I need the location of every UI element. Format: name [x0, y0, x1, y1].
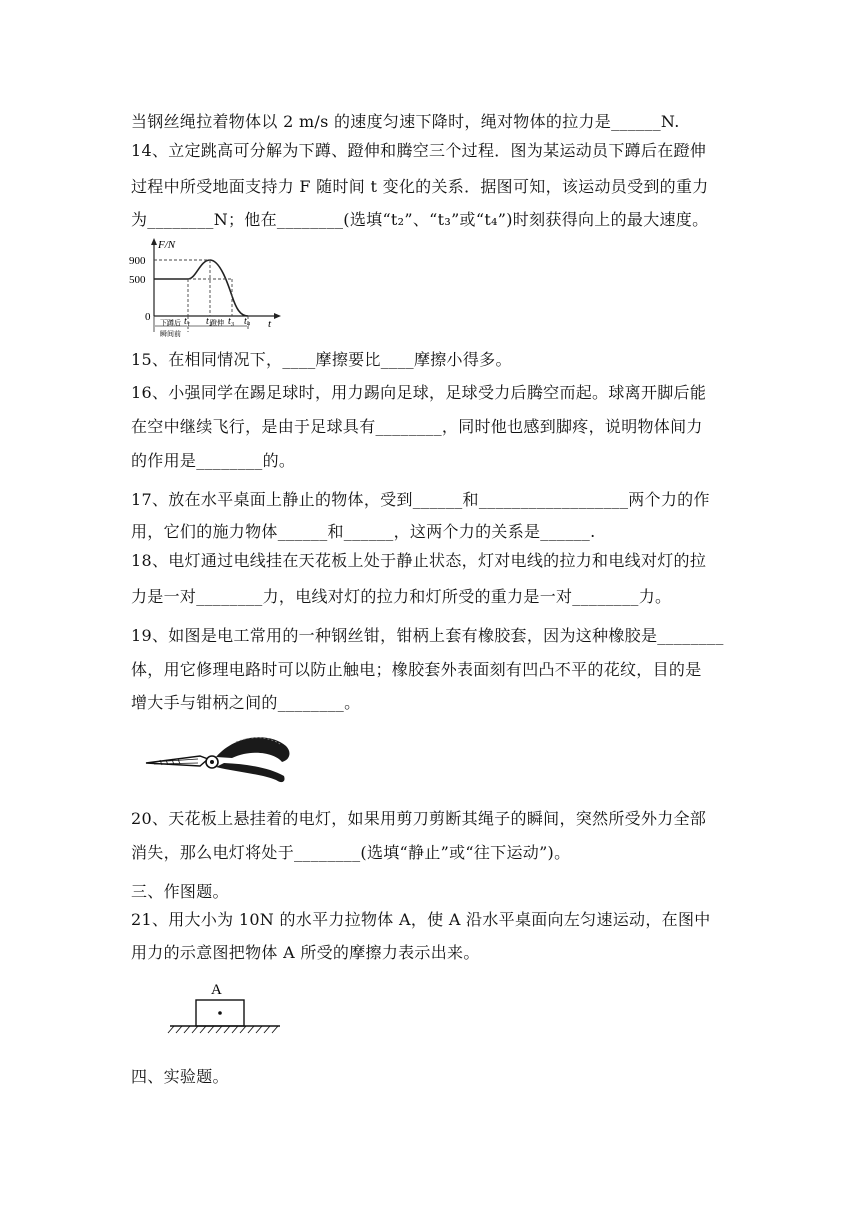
pliers-illustration	[140, 730, 300, 792]
question-18-line-1: 18、电灯通过电线挂在天花板上处于静止状态，灯对电线的拉力和电线对灯的拉	[131, 551, 707, 570]
question-16-line-2: 在空中继续飞行，是由于足球具有________，同时他也感到脚疼，说明物体间力	[131, 417, 703, 436]
question-16-line-3: 的作用是________的。	[131, 451, 296, 470]
graph-phase-label-2: 蹬伸	[210, 319, 224, 327]
graph-tick-t4: t₄	[244, 316, 251, 327]
question-19-line-3: 增大手与钳柄之间的________。	[131, 693, 361, 712]
question-16-line-1: 16、小强同学在踢足球时，用力踢向足球，足球受力后腾空而起。球离开脚后能	[131, 383, 707, 402]
graph-tick-t1: t₁	[184, 316, 191, 327]
question-20-line-1: 20、天花板上悬挂着的电灯，如果用剪刀剪断其绳子的瞬间，突然所受外力全部	[131, 809, 707, 828]
graph-phase-label-1a: 下蹲后	[160, 319, 181, 327]
question-19-line-1: 19、如图是电工常用的一种钢丝钳，钳柄上套有橡胶套，因为这种橡胶是________	[131, 626, 724, 645]
question-17-line-2: 用，它们的施力物体______和______，这两个力的关系是______.	[131, 522, 596, 541]
block-on-table-figure	[166, 978, 286, 1036]
force-time-graph	[128, 236, 288, 342]
question-21-line-1: 21、用大小为 10N 的水平力拉物体 A，使 A 沿水平桌面向左匀速运动，在图中	[131, 910, 711, 929]
graph-ylabel: F/N	[158, 239, 176, 251]
graph-tick-500: 500	[129, 274, 146, 286]
graph-tick-t3: t₃	[228, 316, 235, 327]
question-14-line-1: 14、立定跳高可分解为下蹲、蹬伸和腾空三个过程．图为某运动员下蹲后在蹬伸	[131, 141, 707, 160]
question-17-line-1: 17、放在水平桌面上静止的物体，受到______和__________________两个力的作	[131, 490, 710, 509]
section-3-heading: 三、作图题。	[131, 882, 229, 901]
section-4-heading: 四、实验题。	[131, 1067, 229, 1086]
graph-axis-t: t	[268, 318, 272, 330]
graph-tick-t2: t₂	[206, 316, 213, 327]
block-label: A	[211, 982, 222, 998]
graph-tick-900: 900	[129, 255, 146, 267]
question-14-line-3: 为________N；他在________(选填“t₂”、“t₃”或“t₄”)时刻获得向上的最大速度。	[131, 210, 709, 229]
question-19-line-2: 体，用它修理电路时可以防止触电；橡胶套外表面刻有凹凸不平的花纹，目的是	[131, 660, 702, 679]
text-line: 当钢丝绳拉着物体以 2 m/s 的速度匀速下降时，绳对物体的拉力是______N.	[131, 112, 680, 131]
graph-origin: 0	[145, 311, 151, 323]
question-14-line-2: 过程中所受地面支持力 F 随时间 t 变化的关系．据图可知，该运动员受到的重力	[131, 177, 709, 196]
question-20-line-2: 消失，那么电灯将处于________(选填“静止”或“往下运动”)。	[131, 843, 571, 862]
question-15-line: 15、在相同情况下，____摩擦要比____摩擦小得多。	[131, 350, 512, 369]
question-21-line-2: 用力的示意图把物体 A 所受的摩擦力表示出来。	[131, 943, 480, 962]
graph-phase-label-1b: 瞬间前	[160, 330, 181, 338]
question-18-line-2: 力是一对________力，电线对灯的拉力和灯所受的重力是一对________力。	[131, 587, 672, 606]
